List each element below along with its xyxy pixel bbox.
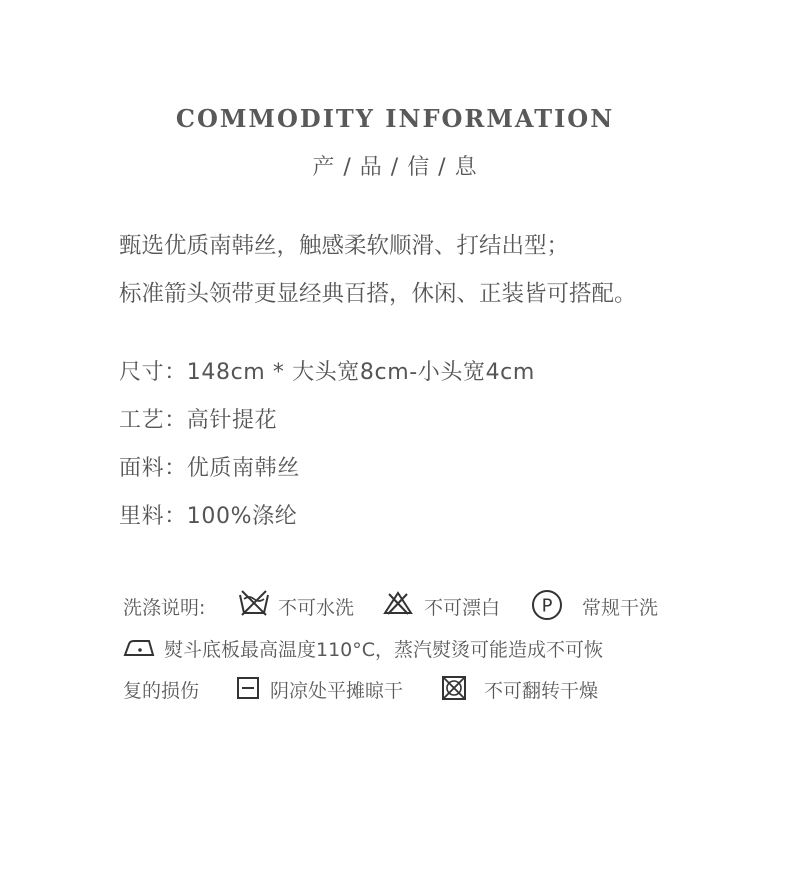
title-chinese: 产 / 品 / 信 / 息: [312, 155, 478, 180]
dry-clean-label: 常规干洗: [582, 597, 659, 619]
title-english: COMMODITY INFORMATION: [175, 104, 615, 133]
iron-instruction-line-1: 熨斗底板最高温度110°C，蒸汽熨烫可能造成不可恢: [164, 639, 604, 661]
no-wash-label: 不可水洗: [278, 597, 355, 619]
spec-craft: 工艺：高针提花: [119, 408, 278, 433]
no-wash-icon: [238, 588, 270, 618]
no-tumble-dry-label: 不可翻转干燥: [484, 680, 599, 702]
dry-clean-symbol: P: [541, 595, 553, 617]
iron-instruction-line-2: 复的损伤: [123, 680, 200, 702]
shade-dry-icon: [236, 676, 260, 700]
shade-dry-label: 阴凉处平摊晾干: [270, 680, 404, 702]
spec-size: 尺寸：148cm * 大头宽8cm-小头宽4cm: [119, 360, 535, 385]
description-line-2: 标准箭头领带更显经典百搭，休闲、正装皆可搭配。: [119, 281, 637, 307]
spec-lining: 里料：100%涤纶: [119, 504, 298, 529]
spec-fabric: 面料：优质南韩丝: [119, 456, 300, 481]
no-bleach-label: 不可漂白: [424, 597, 501, 619]
no-tumble-dry-icon: [441, 675, 467, 701]
no-bleach-icon: [383, 590, 413, 616]
care-label: 洗涤说明:: [123, 597, 206, 619]
iron-icon: [123, 636, 155, 658]
dry-clean-icon: [531, 589, 563, 621]
description-line-1: 甄选优质南韩丝，触感柔软顺滑、打结出型；: [119, 233, 570, 259]
